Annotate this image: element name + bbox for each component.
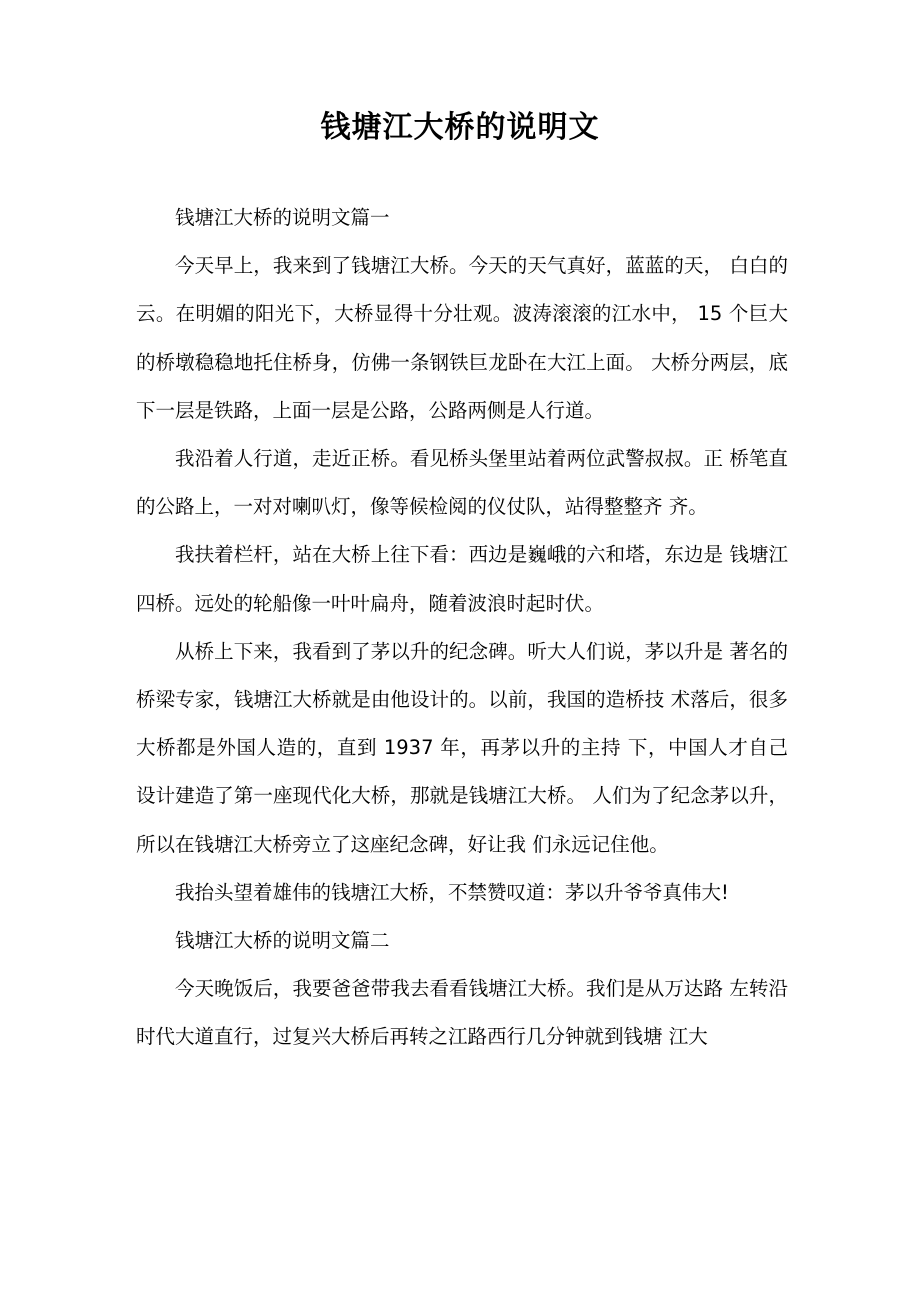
paragraph: 我抬头望着雄伟的钱塘江大桥，不禁赞叹道：茅以升爷爷真伟大! <box>175 880 729 904</box>
paragraph: 从桥上下来，我看到了茅以升的纪念碑。听大人们说，茅以升是 著名的桥梁专家，钱塘江大桥就是由他设计的。以前，我国的造桥技 术落后，很多大桥都是外国人造的，直到 1937 年，再茅以升的主持 下，中国人才自己设计建造了第一座现代化大桥，那就是钱塘江大桥。 人们为了纪念茅以升，所以在钱塘江大桥旁立了这座纪念碑，好让我 们永远记住他。 <box>136 639 788 856</box>
document-title: 钱塘江大桥的说明文 <box>320 110 600 145</box>
paragraph: 今天早上，我来到了钱塘江大桥。今天的天气真好，蓝蓝的天， 白白的云。在明媚的阳光下，大桥显得十分壮观。波涛滚滚的江水中， 15 个巨大的桥墩稳稳地托住桥身，仿佛一条钢铁巨龙卧在大江上面。 大桥分两层，底下一层是铁路，上面一层是公路，公路两侧是人行道。 <box>136 254 788 422</box>
section-heading: 钱塘江大桥的说明文篇二 <box>175 929 390 953</box>
paragraph: 我扶着栏杆，站在大桥上往下看：西边是巍峨的六和塔，东边是 钱塘江四桥。远处的轮船像一叶叶扁舟，随着波浪时起时伏。 <box>136 543 788 615</box>
section-heading: 钱塘江大桥的说明文篇一 <box>175 206 390 229</box>
document-body <box>136 194 788 1062</box>
paragraph: 我沿着人行道，走近正桥。看见桥头堡里站着两位武警叔叔。正 桥笔直的公路上，一对对喇叭灯，像等候检阅的仪仗队，站得整整齐 齐。 <box>136 447 788 519</box>
paragraph: 今天晚饭后，我要爸爸带我去看看钱塘江大桥。我们是从万达路 左转沿时代大道直行，过复兴大桥后再转之江路西行几分钟就到钱塘 江大 <box>136 977 788 1049</box>
